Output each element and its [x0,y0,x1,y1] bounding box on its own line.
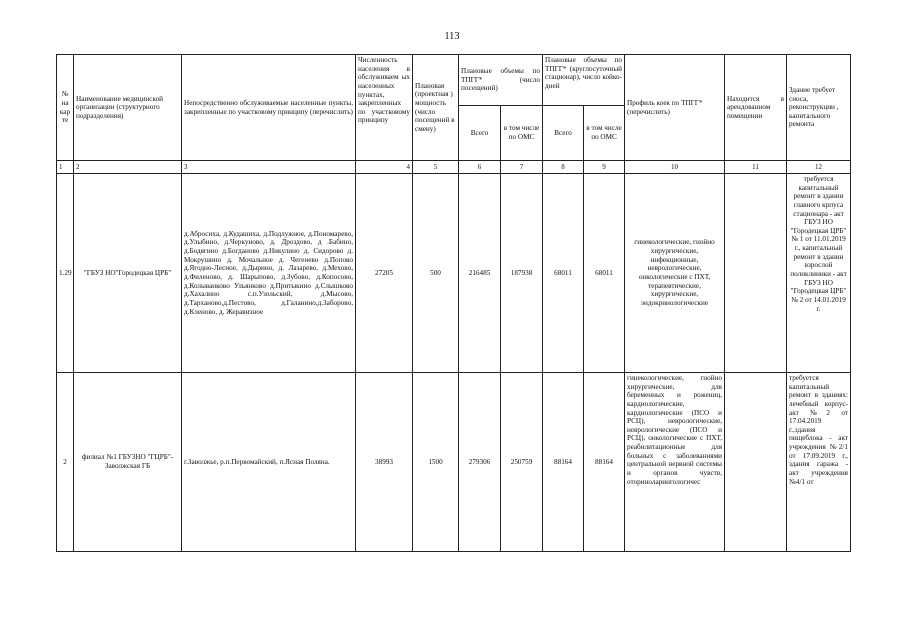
column-number-row [57,161,851,174]
row-repair: требуется капитальный ремонт в здании главного крпуса стационара - акт ГБУЗ НО "Городецкая ЦРБ" № 1 от 11.01.2019 г., капитальный ремонт в здании взрослой поликлиники - акт ГБУЗ НО "Городецкая ЦРБ" № 2 от 14.01.2019 г. [787,174,851,373]
header-org: Наименование медицинской организации (структурного подразделения) [74,55,182,161]
header-row [57,55,851,106]
row-population: 27205 [356,174,413,373]
row-org: "ГБУЗ НО"Городецкая ЦРБ" [74,174,182,373]
row-visits-total: 216485 [459,174,501,373]
row-visits-oms: 187938 [501,174,543,373]
header-points: Непосредственно обслуживаемые населенные пункты, закрепленные по участковому принципу (перечислить) [182,55,356,161]
header-no: № на кар те [57,55,74,161]
row-points: г.Заволжье, р.п.Первомайский, п.Ясная Поляна. [182,373,356,552]
header-capacity: Плановая (проектная ) мощность (число посещений в смену) [413,55,459,161]
row-beds-oms: 88164 [584,373,625,552]
row-capacity: 1500 [413,373,459,552]
row-visits-total: 279306 [459,373,501,552]
facilities-table [56,54,851,552]
row-rented [725,174,787,373]
header-plan-visits: Плановые объемы по ТПГГ* (число посещений) [459,55,543,106]
table-row [57,174,851,373]
row-beds-total: 88164 [543,373,584,552]
column-number: 10 [625,161,725,174]
column-number: 2 [74,161,182,174]
row-points: д.Абросиха, д.Кудашиха, д.Подлужное, д.Пономарево, д.Улыбино, д.Черкуново, д. Дроздово, д .Бабино, д.Бодягино д.Богданово д.Никулино д. Сидорово д. Мокрушино д. Мочальное д. Чегенево д.Попово д.Ягодно-Лесное, д.Дырино, д. Лазарево, д.Мехово, д.Филеново, д. Шарыпово, д.Зубово, д.Копосово, д.Колыванково Ульянково д.Притыкино д.Слышково д.Хахалино с.п.Узольский, д.Мысово, д.Тарханово,д.Пестово, д.Галанино,д.Заборово, д.Кленово, д. Жеравизное [182,174,356,373]
column-number: 7 [501,161,543,174]
column-number: 8 [543,161,584,174]
header-visits-total: Всего [459,106,501,161]
column-number: 6 [459,161,501,174]
column-number: 5 [413,161,459,174]
table-row [57,373,851,552]
header-rented: Находится в арендованном помещении [725,55,787,161]
column-number: 11 [725,161,787,174]
column-number: 12 [787,161,851,174]
header-repair: Здание требует сноса, реконструкции , капитального ремонта [787,55,851,161]
column-number: 3 [182,161,356,174]
row-profile: гинекологические, гнойно хирургические, инфекционные, неврологические, онкологические с ПХТ, терапевтические, хирургические, эндокринологические [625,174,725,373]
row-profile: гинекологические, гнойно хирургические, для беременных и рожениц, кардиологические, кардиологические (ПСО и РСЦ), неврологические, неврологические (ПСО и РСЦ), онкологические с ПХТ, реабилитационные для больных с заболеваниями центральной нервной системы и органов чувств, оториноларингологичес [625,373,725,552]
row-repair: требуется капитальный ремонт в зданиях: лечебный корпус-акт №2 от 17.04.2019 г.,здания пищеблока - акт учреждения №2/1 от 17.09.2019 г., здания гаража - акт учреждения №4/1 от [787,373,851,552]
row-capacity: 500 [413,174,459,373]
row-population: 38993 [356,373,413,552]
row-no: 1.29 [57,174,74,373]
header-visits-oms: в том числе по ОМС [501,106,543,161]
row-rented [725,373,787,552]
row-no: 2 [57,373,74,552]
column-number: 1 [57,161,74,174]
row-beds-oms: 68011 [584,174,625,373]
header-bed-profile: Профиль коек по ТПГГ* (перечислить) [625,55,725,161]
header-plan-beds: Плановые объемы по ТПГГ* (круглосуточный стационар), число койко-дней [543,55,625,106]
row-org: филиал №1 ГБУЗНО "ГЦРБ"-Заволжская ГБ [74,373,182,552]
column-number: 4 [356,161,413,174]
column-number: 9 [584,161,625,174]
row-beds-total: 68011 [543,174,584,373]
header-population: Численность населения в обслуживаем ых населенных пунктах, закрепленных по участковому принципу [356,55,413,161]
header-beds-total: Всего [543,106,584,161]
page-number: 113 [444,31,460,42]
header-beds-oms: в том числе по ОМС [584,106,625,161]
row-visits-oms: 250759 [501,373,543,552]
